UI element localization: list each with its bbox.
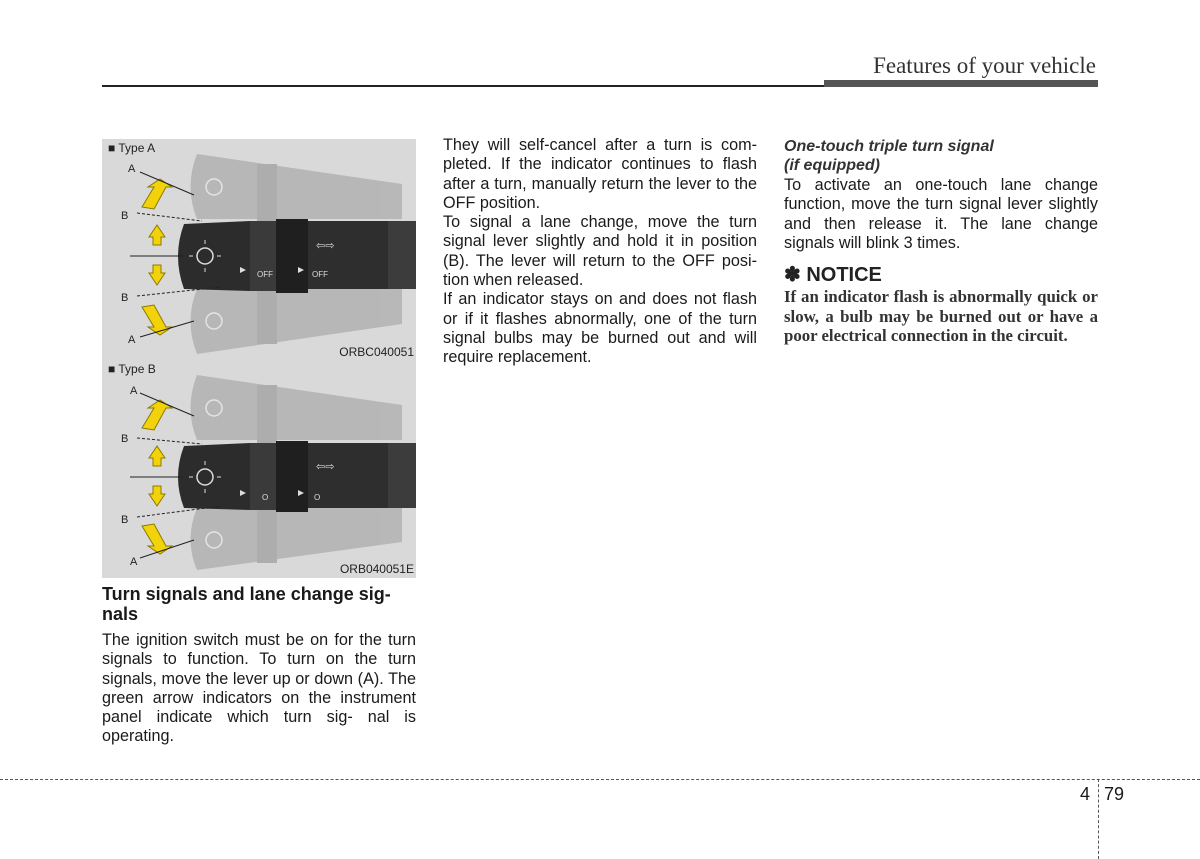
lever-off-label: OFF	[257, 270, 273, 279]
notice-body: If an indicator flash is abnormally quick or slow, a bulb may be burned out or have a poor electrical connection in the circuit.	[784, 287, 1098, 346]
notice-heading: ✽ NOTICE	[784, 264, 882, 287]
footer-rule	[0, 779, 1200, 780]
triple-signal-heading: One-touch triple turn signal (if equipped)	[784, 138, 994, 174]
callout-b-top: B	[121, 210, 129, 222]
paragraph-triple-signal: To activate an one-touch lane change function, move the turn signal lever slightly and then release it. The lane change signals will blink 3 times.	[784, 176, 1098, 252]
svg-text:⇦⇨: ⇦⇨	[316, 239, 335, 252]
paragraph-ignition: The ignition switch must be on for the turn signals to function. To turn on the turn signals, move the lever up or down (A). The green arrow indicators on the instrument panel indicate which turn sig- nal is operating.	[102, 631, 416, 746]
figure-type-b	[102, 360, 416, 578]
callout-a-top: A	[128, 163, 136, 175]
callout-a-bottom: A	[128, 334, 136, 346]
paragraph-bulb-failure: If an indicator stays on and does not flash or if it flashes abnormally, one of the turn signal bulbs may be burned out and will require replacement.	[443, 290, 757, 367]
figure-label-type-a: ■ Type A	[108, 141, 156, 155]
callout-b-top: B	[121, 433, 129, 445]
callout-b-bottom: B	[121, 292, 129, 304]
callout-a-bottom: A	[130, 556, 138, 568]
lever-off-label: OFF	[312, 270, 328, 279]
callout-a-top: A	[130, 385, 138, 397]
figure-code-type-a: ORBC040051	[339, 345, 414, 359]
figure-code-type-b: ORB040051E	[339, 562, 414, 576]
notice-symbol-icon: ✽	[784, 264, 801, 287]
figure-label-type-b: ■ Type B	[108, 362, 156, 376]
callout-b-bottom: B	[121, 514, 129, 526]
column-3-body	[784, 137, 1098, 345]
page-header-title: Features of your vehicle	[873, 53, 1096, 78]
figure-type-a	[102, 139, 416, 361]
chapter-number: 4	[1080, 784, 1091, 804]
lever-illustration-type-a	[102, 139, 416, 361]
lever-o-label: O	[262, 493, 269, 502]
section-heading: Turn signals and lane change sig- nals	[102, 584, 391, 624]
footer-divider	[1098, 779, 1099, 859]
paragraph-self-cancel: They will self-cancel after a turn is com- pleted. If the indicator continues to flash after a turn, manually return the lever to the OFF position.	[443, 136, 757, 212]
column-2-body	[443, 136, 757, 368]
lever-o-label: O	[314, 493, 321, 502]
page-number: 79	[1104, 784, 1125, 804]
lever-illustration-type-b	[102, 360, 416, 578]
header-rule-accent	[824, 80, 1098, 87]
column-1-body	[102, 631, 416, 747]
paragraph-lane-change: To signal a lane change, move the turn signal lever slightly and hold it in position (B). The lever will return to the OFF posi- tion when released.	[443, 213, 757, 290]
svg-text:⇦⇨: ⇦⇨	[316, 460, 335, 473]
